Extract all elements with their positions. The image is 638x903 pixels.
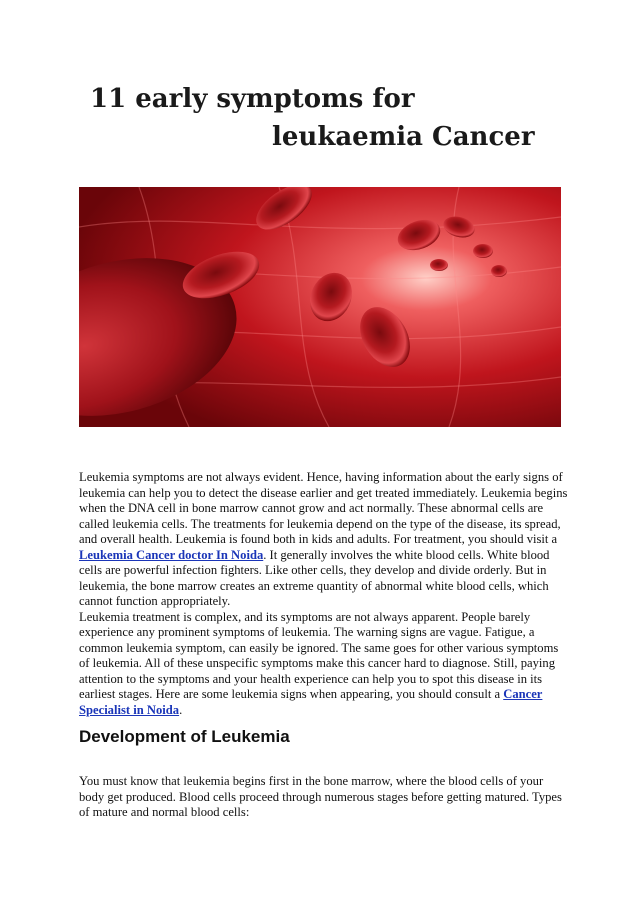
blood-cells-illustration <box>79 187 561 427</box>
intro-text-4: . <box>179 702 183 717</box>
intro-text-1: Leukemia symptoms are not always evident. Hence, having information about the early signs of leukemia can help you to detect the disease earlier and get treated immediately. Leukemia begins when the DNA cell in bone marrow cannot grow and act normally. These abnormal cells are called leukemia cells. The treatments for leukemia depend on the type of the disease, its spread, and overall health. Leukemia is found both in kids and adults. For treatment, you should visit a <box>79 470 568 546</box>
section-heading: Development of Leukemia <box>79 727 290 746</box>
leukemia-doctor-link[interactable]: Leukemia Cancer doctor In Noida <box>79 547 264 562</box>
intro-paragraph <box>79 470 569 718</box>
title-line-2: leukaemia Cancer <box>272 122 535 152</box>
page-title <box>0 80 638 156</box>
intro-text-3: Leukemia treatment is complex, and its symptoms are not always apparent. People barely experience any prominent symptoms of leukemia. The warning signs are vague. Fatigue, a common leukemia symptom, can easily be ignored. The same goes for other various symptoms of leukemia. All of these unspecific symptoms make this cancer hard to diagnose. Still, paying attention to the symptoms and your health experience can help you to spot this disease in its earliest stages. Here are some leukemia signs when appearing, you should consult a <box>79 609 559 701</box>
intro-text-2: . It generally involves the white blood cells. White blood cells are powerful infection fighters. Like other cells, they develop and divide orderly. But in leukemia, the bone marrow creates an extreme quantity of abnormal white blood cells, which cannot function appropriately. <box>79 547 550 608</box>
title-line-1: 11 early symptoms for <box>90 84 415 114</box>
section-paragraph: You must know that leukemia begins first in the bone marrow, where the blood cells of your body get produced. Blood cells proceed through numerous stages before getting matured. Types of mature and normal blood cells: <box>79 774 562 819</box>
cancer-specialist-link[interactable]: Cancer Specialist in Noida <box>79 687 543 717</box>
